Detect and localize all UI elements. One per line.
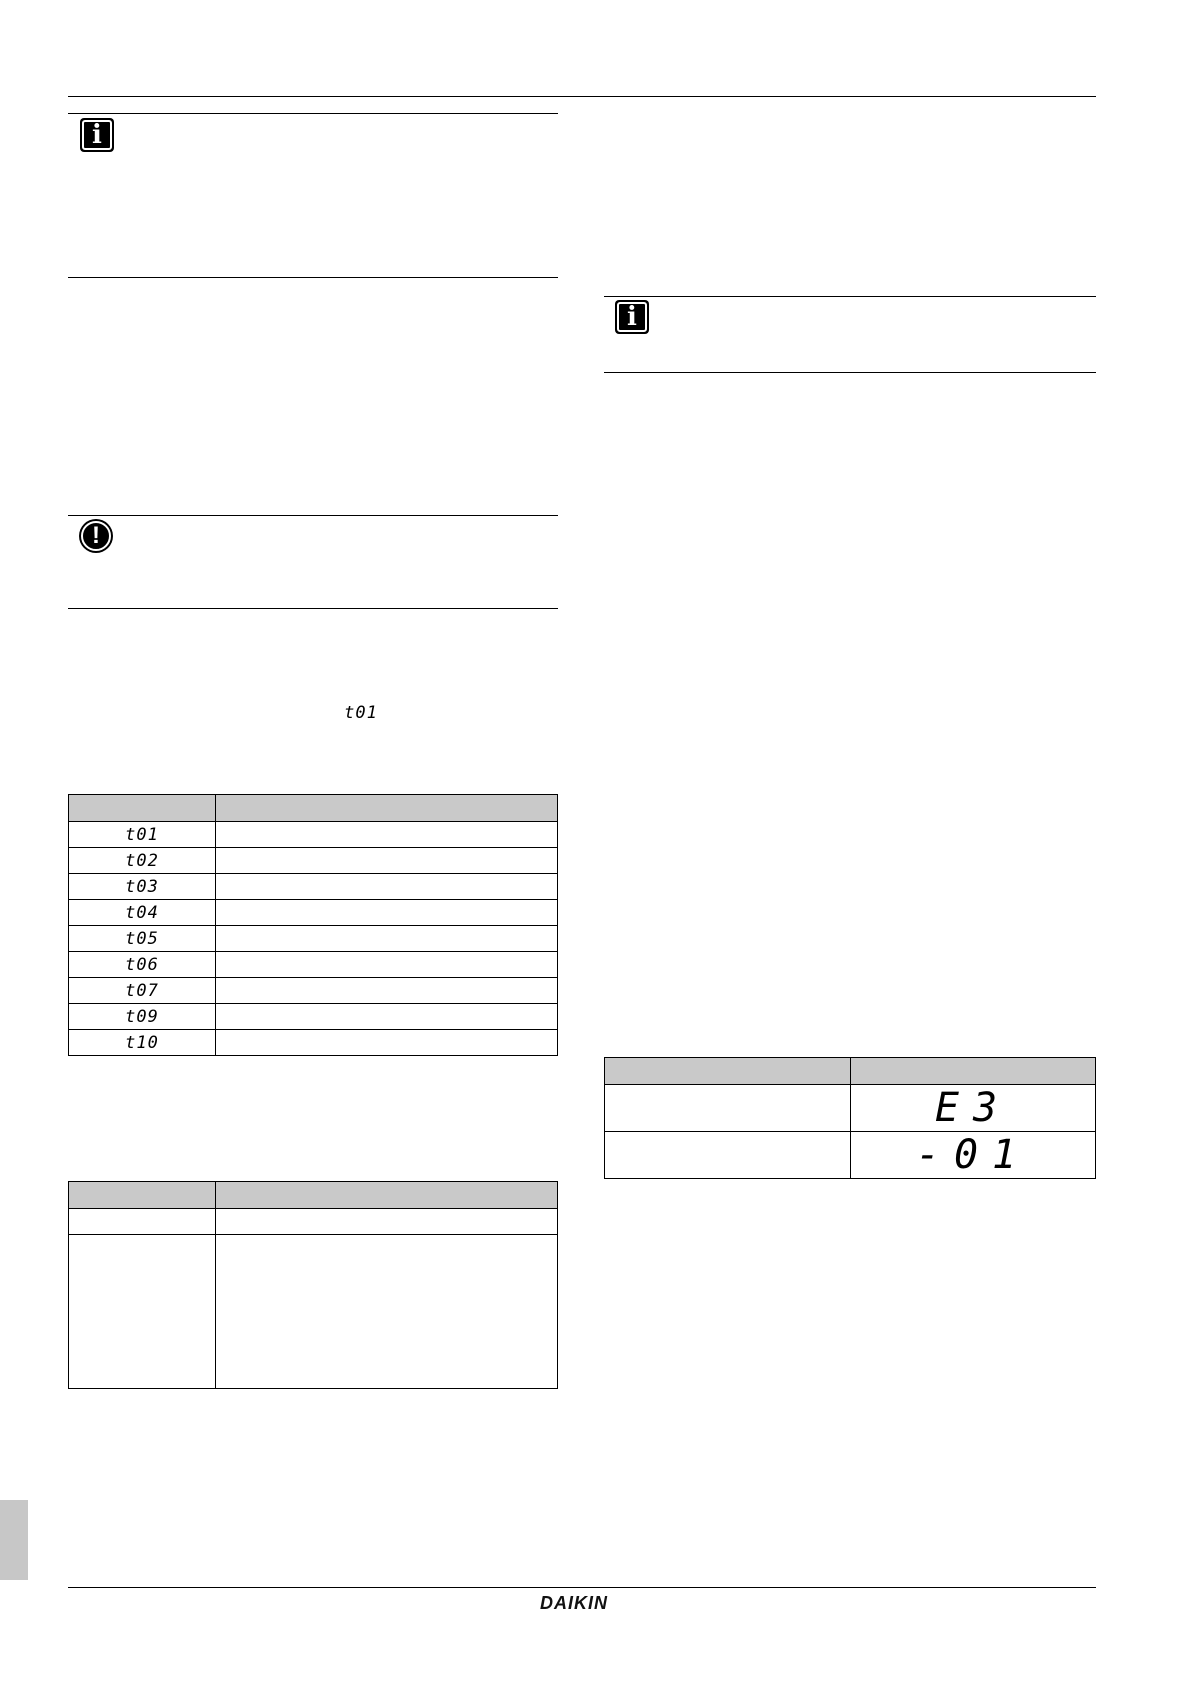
footer-rule — [68, 1587, 1096, 1588]
test-description-cell — [216, 1030, 558, 1056]
test-description-cell — [216, 822, 558, 848]
second-table — [68, 1181, 558, 1389]
test-code-cell: t01 — [69, 822, 216, 848]
table-row — [69, 1235, 558, 1389]
test-code-cell: t07 — [69, 978, 216, 1004]
second-table-header-2 — [216, 1182, 558, 1209]
second-table-cell — [216, 1235, 558, 1389]
test-table-header-code — [69, 795, 216, 822]
info-notice-bottom-rule — [68, 277, 558, 278]
error-code-display: E3 — [851, 1085, 1096, 1132]
table-row — [69, 1209, 558, 1235]
warning-notice-bottom-rule — [68, 608, 558, 609]
table-row — [69, 952, 558, 978]
table-row — [69, 1004, 558, 1030]
second-table-header-1 — [69, 1182, 216, 1209]
second-table-cell — [69, 1209, 216, 1235]
test-description-cell — [216, 874, 558, 900]
daikin-logo: DAIKIN — [540, 1593, 608, 1613]
test-description-cell — [216, 978, 558, 1004]
test-description-cell — [216, 848, 558, 874]
table-row — [69, 874, 558, 900]
second-table-cell — [69, 1235, 216, 1389]
test-description-cell — [216, 900, 558, 926]
test-code-cell: t02 — [69, 848, 216, 874]
info-notice-right-bottom-rule — [604, 372, 1096, 373]
info-notice-right-top-rule — [604, 296, 1096, 297]
second-table-cell — [216, 1209, 558, 1235]
test-description-cell — [216, 952, 558, 978]
test-code-cell: t04 — [69, 900, 216, 926]
test-table-header-description — [216, 795, 558, 822]
table-row — [69, 1030, 558, 1056]
error-table-header-2 — [851, 1058, 1096, 1085]
table-row — [69, 926, 558, 952]
header-rule — [68, 96, 1096, 97]
table-row — [69, 978, 558, 1004]
test-description-cell — [216, 926, 558, 952]
table-row — [69, 900, 558, 926]
error-subcode-display: -01 — [851, 1132, 1096, 1179]
info-icon: i — [80, 118, 114, 152]
inline-seven-segment-code: t01 — [344, 703, 378, 723]
test-code-cell: t03 — [69, 874, 216, 900]
error-display-table — [604, 1057, 1096, 1179]
table-row — [605, 1085, 1096, 1132]
table-row — [605, 1132, 1096, 1179]
test-description-cell — [216, 1004, 558, 1030]
warning-icon: ! — [79, 519, 113, 553]
test-code-cell: t05 — [69, 926, 216, 952]
table-row — [69, 848, 558, 874]
test-code-cell: t06 — [69, 952, 216, 978]
info-notice-top-rule — [68, 113, 558, 114]
language-side-tab — [0, 1500, 28, 1580]
test-code-cell: t10 — [69, 1030, 216, 1056]
error-table-label-cell — [605, 1132, 851, 1179]
error-table-header-1 — [605, 1058, 851, 1085]
table-row — [69, 822, 558, 848]
test-code-cell: t09 — [69, 1004, 216, 1030]
warning-notice-top-rule — [68, 515, 558, 516]
test-code-table — [68, 794, 558, 1056]
error-table-label-cell — [605, 1085, 851, 1132]
info-icon: i — [615, 300, 649, 334]
